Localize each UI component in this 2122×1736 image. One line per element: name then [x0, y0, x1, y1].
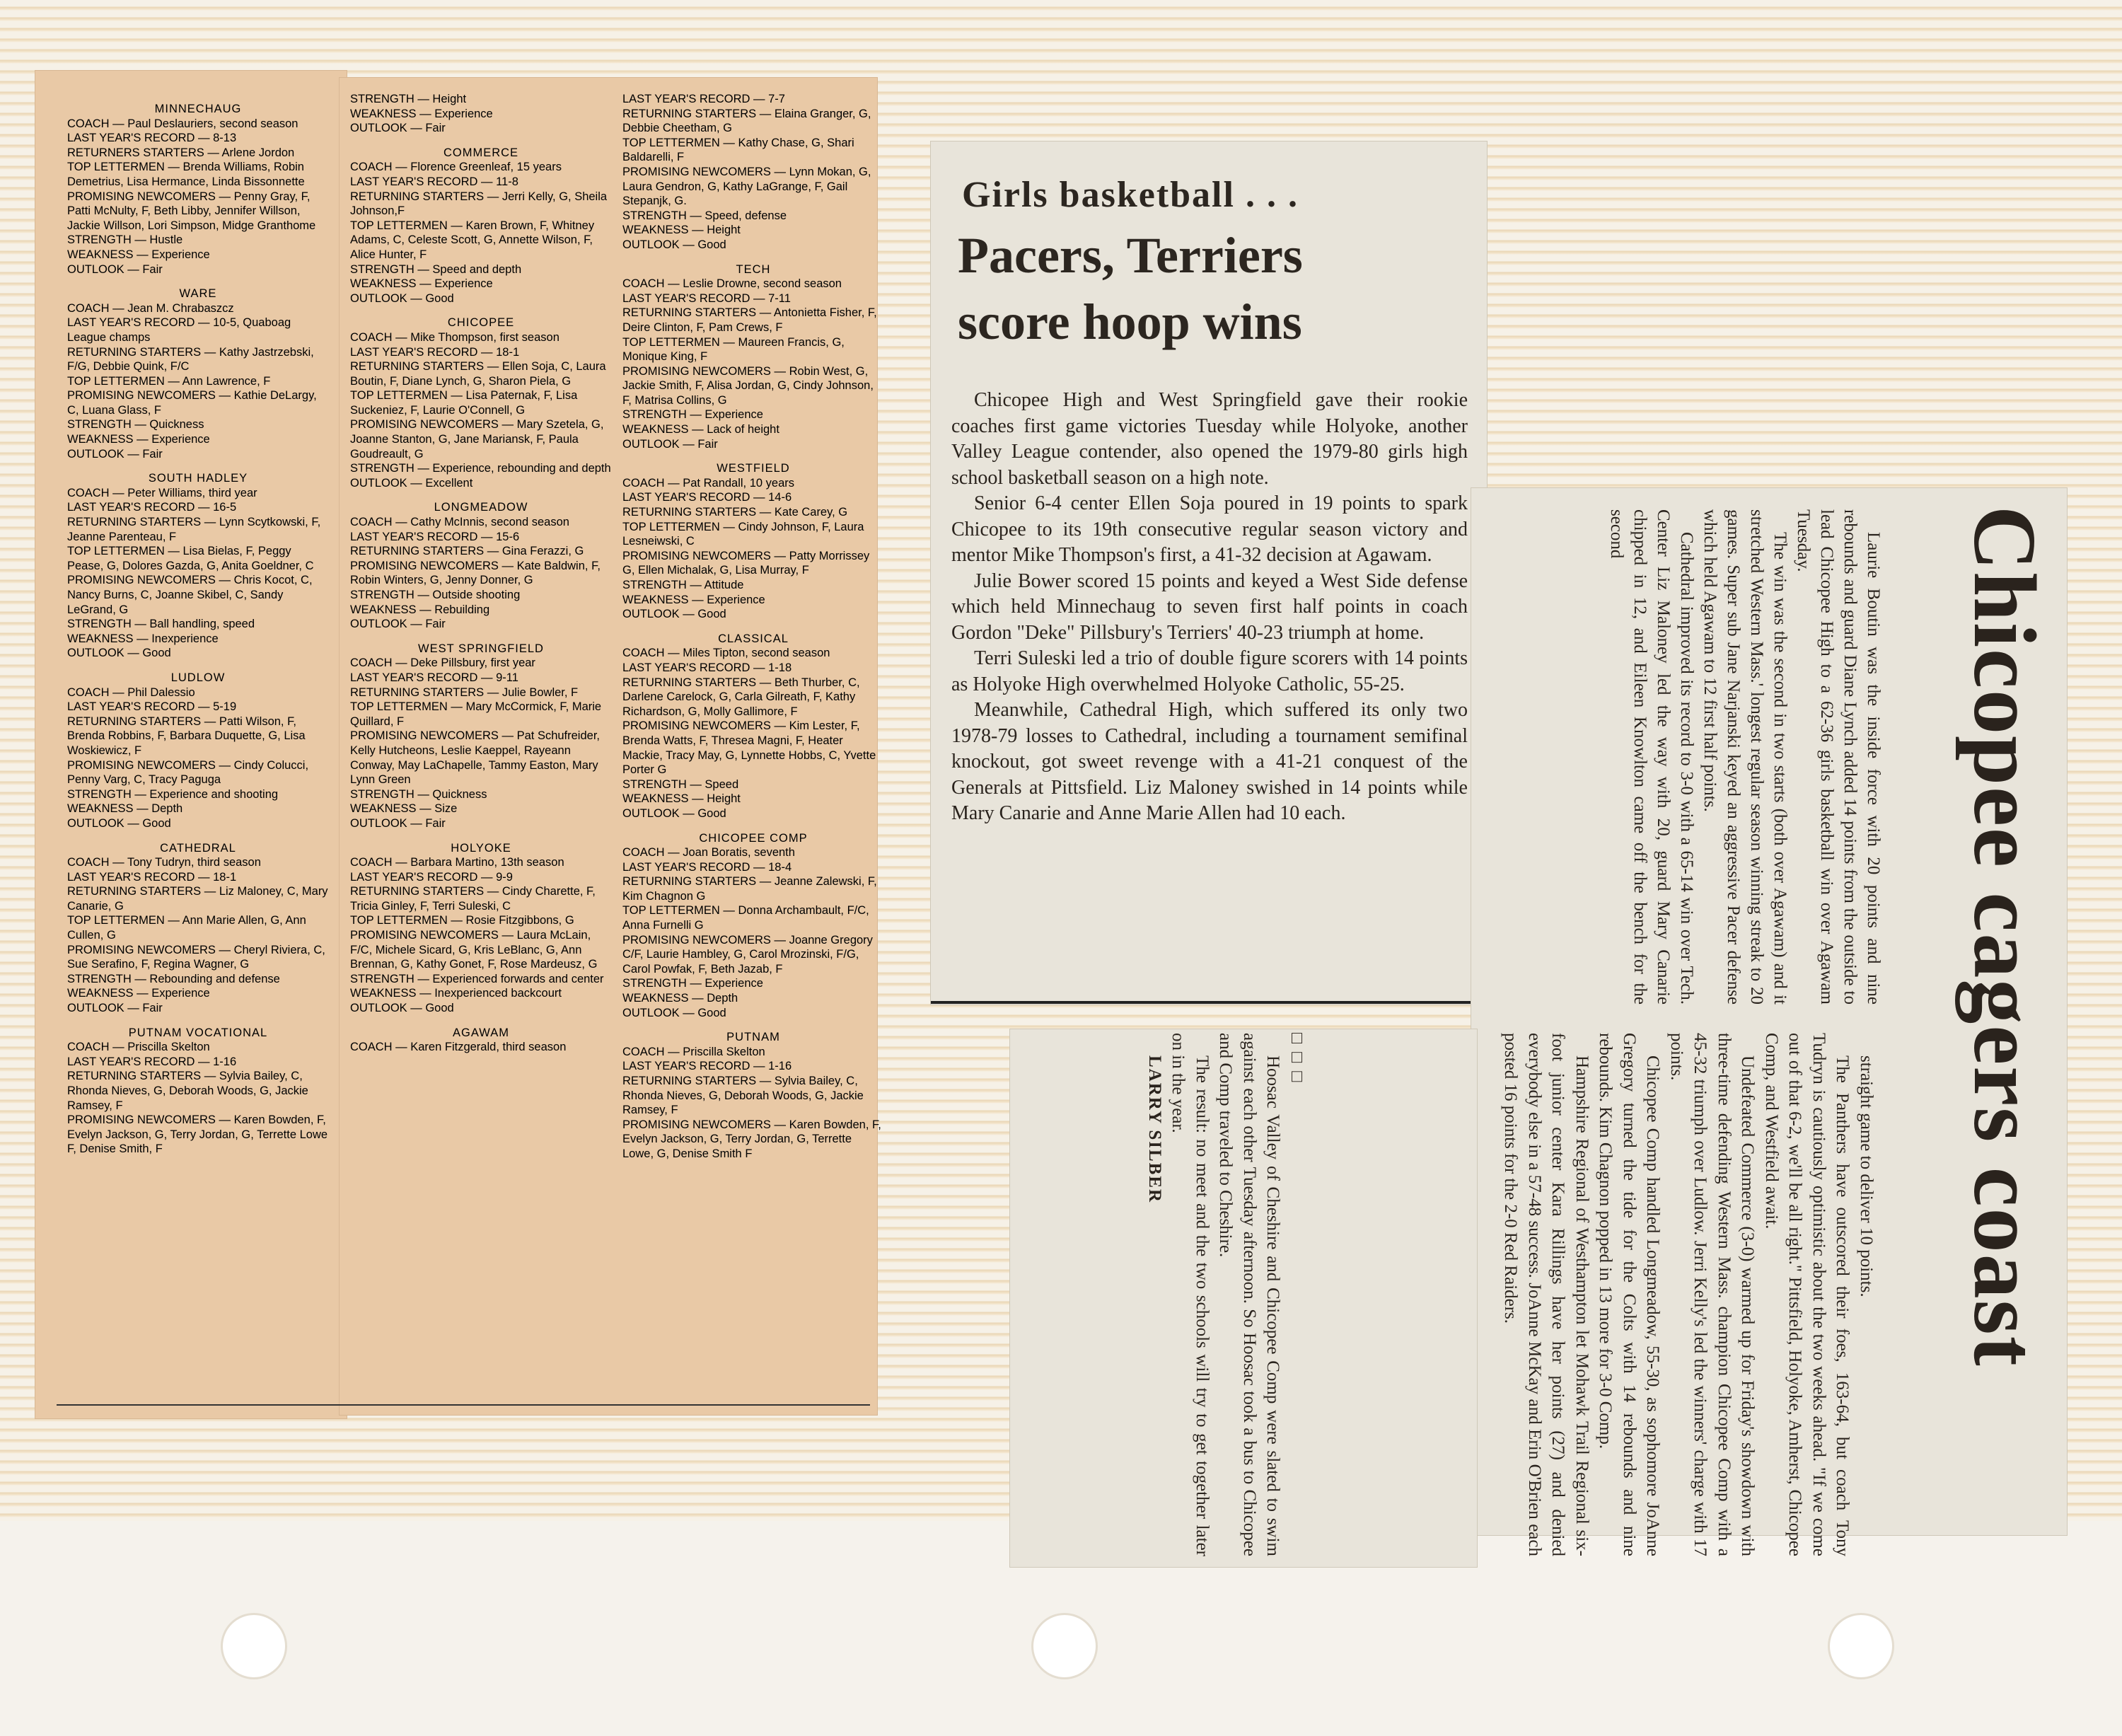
- preview-line: COACH — Jean M. Chrabaszcz: [67, 301, 234, 315]
- preview-line: PROMISING NEWCOMERS — Cindy Colucci, Penny Varg, C, Tracy Paguga: [67, 758, 309, 787]
- preview-line: STRENGTH — Experienced forwards and center: [350, 972, 604, 985]
- school-heading: CLASSICAL: [718, 632, 789, 645]
- preview-line: STRENGTH — Speed: [622, 777, 739, 791]
- preview-line: LAST YEAR'S RECORD — 1-16: [67, 1055, 237, 1068]
- preview-line: LAST YEAR'S RECORD — 14-6: [622, 491, 792, 504]
- article-paragraph: Terri Suleski led a trio of double figure scorers with 14 points as Holyoke High overwhelmed Holyoke Catholic, 55-25.: [951, 647, 1468, 695]
- preview-line: STRENGTH — Quickness: [350, 787, 487, 801]
- preview-line: WEAKNESS — Lack of height: [622, 423, 779, 436]
- preview-line: COACH — Priscilla Skelton: [67, 1041, 210, 1054]
- preview-line: WEAKNESS — Depth: [67, 802, 183, 816]
- clipping-bottom-rule: [57, 1404, 870, 1406]
- preview-line: OUTLOOK — Fair: [350, 122, 446, 135]
- byline: LARRY SILBER: [1145, 1055, 1164, 1204]
- preview-line: OUTLOOK — Good: [350, 291, 454, 305]
- preview-line: OUTLOOK — Good: [622, 238, 726, 251]
- section-separator: □□□: [1287, 1033, 1306, 1091]
- preview-line: STRENGTH — Experience: [622, 408, 763, 422]
- article-paragraph: Senior 6-4 center Ellen Soja poured in 19 points to spark Chicopee to its 19th consecutive regular season victory and mentor Mike Thompson's first, a 41-32 decision at Agawam.: [951, 492, 1468, 566]
- preview-line: PROMISING NEWCOMERS — Mary Szetela, G, Joanne Stanton, G, Jane Mariansk, F, Paula Goudreault, G: [350, 418, 604, 461]
- preview-line: LAST YEAR'S RECORD — 18-1: [67, 870, 237, 884]
- binder-hole-center: [1031, 1613, 1098, 1679]
- preview-line: WEAKNESS — Depth: [622, 992, 738, 1005]
- preview-line: COACH — Mike Thompson, first season: [350, 330, 560, 344]
- preview-line: RETURNING STARTERS — Sylvia Bailey, C, Rhonda Nieves, G, Deborah Woods, G, Jackie Ramsey, F: [67, 1070, 308, 1112]
- school-heading: WARE: [179, 287, 217, 301]
- preview-line: OUTLOOK — Fair: [622, 437, 718, 451]
- preview-line: LAST YEAR'S RECORD — 1-16: [622, 1060, 792, 1073]
- preview-line: STRENGTH — Experience and shooting: [67, 787, 279, 801]
- preview-line: PROMISING NEWCOMERS — Joanne Gregory C/F, Laurie Hambley, G, Carol Mrozinski, F/G, Carol Powfak, F, Beth Jazab, F: [622, 933, 873, 976]
- school-heading: SOUTH HADLEY: [148, 472, 248, 485]
- preview-line: PROMISING NEWCOMERS — Kathie DeLargy, C, Luana Glass, F: [67, 389, 317, 417]
- preview-line: RETURNING STARTERS — Kate Carey, G: [622, 506, 848, 519]
- school-heading: CHICOPEE COMP: [699, 831, 808, 845]
- preview-line: OUTLOOK — Fair: [350, 816, 446, 830]
- preview-line: WEAKNESS — Size: [350, 802, 458, 816]
- preview-line: STRENGTH — Experience, rebounding and depth: [350, 462, 611, 475]
- preview-line: STRENGTH — Attitude: [622, 579, 744, 591]
- preview-line: OUTLOOK — Good: [622, 1006, 726, 1019]
- preview-line: STRENGTH — Rebounding and defense: [67, 972, 280, 985]
- preview-line: PROMISING NEWCOMERS — Lynn Mokan, G, Laura Gendron, G, Kathy LaGrange, F, Gail Stepanjk, G.: [622, 165, 871, 208]
- preview-line: RETURNING STARTERS — Lynn Scytkowski, F, Jeanne Parenteau, F: [67, 516, 321, 543]
- preview-line: LAST YEAR'S RECORD — 9-11: [350, 671, 518, 684]
- preview-line: RETURNING STARTERS — Julie Bowler, F: [350, 685, 579, 699]
- article-paragraph: Undefeated Commerce (3-0) warmed up for Friday's showdown with three-time defending Western Mass. champion Chicopee Comp with a 45-32 triumph over Ludlow. Jerri Kelly's led the winners' charge with 17 points.: [1667, 1033, 1758, 1556]
- preview-line: STRENGTH — Height: [350, 93, 467, 105]
- preview-column-2: [350, 92, 612, 1055]
- preview-line: OUTLOOK — Fair: [67, 1002, 163, 1015]
- article-headline-line-2: score hoop wins: [958, 294, 1302, 350]
- preview-line: TOP LETTERMEN — Ann Lawrence, F: [67, 374, 271, 388]
- preview-line: COACH — Deke Pillsbury, first year: [350, 656, 535, 670]
- preview-line: COACH — Joan Boratis, seventh: [622, 846, 795, 860]
- right-article-column-a: [1605, 509, 1885, 1005]
- preview-line: COACH — Paul Deslauriers, second season: [67, 117, 298, 130]
- preview-line: STRENGTH — Hustle: [67, 233, 183, 247]
- preview-line: OUTLOOK — Good: [67, 647, 171, 660]
- preview-line: WEAKNESS — Experience: [350, 107, 493, 120]
- preview-line: RETURNING STARTERS — Elaina Granger, G, Debbie Cheetham, G: [622, 107, 871, 135]
- school-heading: TECH: [736, 262, 771, 276]
- article-paragraph: The win was the second in two starts (both over Agawam) and it stretched Western Mass.' longest regular season winning streak to 20 games. Super sub Jane Narjanski keyed an aggressive Pacer defense which held Agawam to 12 first half points.: [1700, 509, 1790, 1005]
- article-kicker: Girls basketball . . .: [962, 175, 1299, 215]
- preview-line: COACH — Karen Fitzgerald, third season: [350, 1041, 567, 1054]
- preview-line: RETURNING STARTERS — Jeanne Zalewski, F, Kim Chagnon G: [622, 875, 877, 903]
- school-heading: CHICOPEE: [447, 316, 515, 330]
- school-heading: HOLYOKE: [451, 841, 511, 855]
- right-article-column-b: [1499, 1033, 1878, 1556]
- preview-line: RETURNING STARTERS — Ellen Soja, C, Laura Boutin, F, Diane Lynch, G, Sharon Piela, G: [350, 360, 606, 388]
- preview-column-3: [622, 92, 884, 1162]
- preview-line: PROMISING NEWCOMERS — Chris Kocot, C, Nancy Burns, C, Joanne Skibel, C, Sandy LeGrand, G: [67, 574, 313, 616]
- preview-line: LAST YEAR'S RECORD — 8-13: [67, 132, 237, 145]
- preview-line: COACH — Leslie Drowne, second season: [622, 277, 842, 291]
- preview-line: OUTLOOK — Good: [67, 816, 171, 830]
- preview-line: RETURNING STARTERS — Cindy Charette, F, Tricia Ginley, F, Terri Suleski, C: [350, 885, 596, 913]
- article-paragraph: Cathedral improved its record to 3-0 with a 65-14 win over Tech. Center Liz Maloney led the way with 20, guard Mary Canarie chipped in 12, and Eileen Knowlton came off the bench for the second: [1607, 509, 1696, 1005]
- article-paragraph: Meanwhile, Cathedral High, which suffered its only two 1978-79 losses to Cathedral, including a tournament semifinal knockout, got sweet revenge with a 41-21 conquest of the Generals at Pittsfield. Liz Maloney swished in 14 points while Mary Canarie and Anne Marie Allen had 10 each.: [951, 699, 1468, 824]
- article-paragraph: straight game to deliver 10 points.: [1857, 1055, 1876, 1297]
- school-heading: PUTNAM: [726, 1031, 780, 1044]
- binder-hole-right: [1828, 1613, 1894, 1679]
- preview-line: OUTLOOK — Good: [622, 608, 726, 621]
- preview-line: COACH — Barbara Martino, 13th season: [350, 856, 564, 869]
- preview-line: OUTLOOK — Fair: [67, 447, 163, 461]
- binder-hole-left: [221, 1613, 287, 1679]
- school-heading: CATHEDRAL: [160, 841, 236, 855]
- preview-line: WEAKNESS — Rebuilding: [350, 603, 490, 616]
- preview-line: TOP LETTERMEN — Cindy Johnson, F, Laura Lesneiwski, C: [622, 520, 864, 548]
- article-paragraph: Chicopee High and West Springfield gave their rookie coaches first game victories Tuesday while Holyoke, another Valley League contender, also opened the 1979-80 girls high school basketball season on a high note.: [951, 389, 1468, 489]
- center-article-header: [934, 141, 1485, 353]
- article-paragraph: The Panthers have outscored their foes, 163-64, but coach Tony Tudryn is cautiously optimistic about the two weeks ahead. "If we come out of that 6-2, we'll be all right." Pittsfield, Holyoke, Amherst, Chicopee Comp, and Westfield await.: [1762, 1033, 1853, 1556]
- article-headline-line-1: Pacers, Terriers: [958, 227, 1303, 284]
- preview-line: RETURNING STARTERS — Gina Ferazzi, G: [350, 545, 584, 558]
- preview-line: PROMISING NEWCOMERS — Karen Bowden, F, Evelyn Jackson, G, Terry Jordan, G, Terrette Lowe F, Denise Smith, F: [67, 1113, 328, 1156]
- preview-line: OUTLOOK — Fair: [350, 618, 446, 631]
- article-paragraph: Hoosac Valley of Cheshire and Chicopee Comp were slated to swim against each other Tuesday afternoon. So Hoosac took a bus to Chicopee and Comp traveled to Cheshire.: [1216, 1033, 1283, 1556]
- preview-line: RETURNING STARTERS — Antonietta Fisher, F, Deire Clinton, F, Pam Crews, F: [622, 306, 877, 334]
- center-article-bottom-rule: [931, 1001, 1487, 1004]
- preview-line: OUTLOOK — Fair: [67, 262, 163, 276]
- article-paragraph: Julie Bower scored 15 points and keyed a West Side defense which held Minnechaug to seven first half points in coach Gordon "Deke" Pillsbury's Terriers' 40-23 triumph at home.: [951, 569, 1468, 644]
- preview-line: LAST YEAR'S RECORD — 7-7: [622, 93, 785, 105]
- preview-line: RETURNING STARTERS — Patti Wilson, F, Brenda Robbins, F, Barbara Duquette, G, Lisa Woskiewicz, F: [67, 714, 306, 757]
- school-heading: AGAWAM: [453, 1026, 509, 1039]
- preview-line: PROMISING NEWCOMERS — Kate Baldwin, F, Robin Winters, G, Jenny Donner, G: [350, 559, 601, 587]
- preview-line: LAST YEAR'S RECORD — 9-9: [350, 870, 513, 884]
- preview-line: COACH — Pat Randall, 10 years: [622, 476, 795, 490]
- preview-line: PROMISING NEWCOMERS — Penny Gray, F, Patti McNulty, F, Beth Libby, Jennifer Willson, Jackie Willson, Lori Simpson, Midge Granthome: [67, 190, 316, 232]
- preview-line: WEAKNESS — Experience: [622, 593, 765, 606]
- preview-line: WEAKNESS — Inexperience: [67, 632, 219, 645]
- school-heading: LONGMEADOW: [434, 501, 528, 514]
- preview-line: WEAKNESS — Experience: [67, 248, 210, 261]
- preview-line: PROMISING NEWCOMERS — Kim Lester, F, Brenda Watts, F, Thresea Magni, F, Heater Mackie, Tracy May, G, Lynnette Hobbs, C, Yvette Porter G: [622, 719, 876, 777]
- school-heading: WEST SPRINGFIELD: [418, 642, 544, 655]
- school-heading: LUDLOW: [170, 671, 226, 684]
- preview-line: STRENGTH — Speed, defense: [622, 209, 787, 222]
- preview-line: LAST YEAR'S RECORD — 16-5: [67, 501, 237, 514]
- article-paragraph: Hampshire Regional of Westhampton let Mohawk Trail Regional six-foot junior center Kara Rillings have her points (27) and denied everybody else in a 57-48 success. JoAnne McKay and Erin O'Brien each posted 16 points for the 2-0 Red Raiders.: [1501, 1033, 1592, 1556]
- preview-line: TOP LETTERMEN — Donna Archambault, F/C, Anna Furnelli G: [622, 904, 869, 932]
- article-paragraph: The result: no meet and the two schools will try to get together later on in the year.: [1169, 1033, 1212, 1556]
- preview-line: RETURNING STARTERS — Beth Thurber, C, Darlene Carelock, G, Carla Gilreath, F, Kathy Richardson, G, Molly Gallimore, F: [622, 676, 860, 718]
- preview-line: LAST YEAR'S RECORD — 18-1: [350, 345, 520, 359]
- preview-line: LAST YEAR'S RECORD — 18-4: [622, 860, 792, 874]
- preview-line: RETURNING STARTERS — Kathy Jastrzebski, F/G, Debbie Quink, F/C: [67, 345, 314, 374]
- preview-line: COACH — Florence Greenleaf, 15 years: [350, 161, 562, 174]
- preview-line: TOP LETTERMEN — Kathy Chase, G, Shari Baldarelli, F: [622, 136, 854, 164]
- preview-line: COACH — Tony Tudryn, third season: [67, 856, 261, 869]
- preview-line: STRENGTH — Quickness: [67, 418, 204, 432]
- school-heading: COMMERCE: [443, 146, 519, 159]
- preview-line: LAST YEAR'S RECORD — 10-5, Quaboag League champs: [67, 316, 291, 344]
- school-heading: PUTNAM VOCATIONAL: [128, 1026, 268, 1039]
- preview-line: OUTLOOK — Good: [622, 806, 726, 820]
- preview-line: TOP LETTERMEN — Brenda Williams, Robin Demetrius, Lisa Hermance, Linda Bissonnette: [67, 161, 305, 188]
- preview-line: OUTLOOK — Excellent: [350, 476, 473, 490]
- preview-line: COACH — Peter Williams, third year: [67, 486, 257, 499]
- preview-line: STRENGTH — Speed and depth: [350, 262, 522, 276]
- preview-line: STRENGTH — Experience: [622, 977, 763, 990]
- preview-line: LAST YEAR'S RECORD — 7-11: [622, 291, 791, 305]
- preview-line: COACH — Cathy McInnis, second season: [350, 516, 569, 529]
- preview-line: COACH — Phil Dalessio: [67, 685, 195, 699]
- preview-line: TOP LETTERMEN — Maureen Francis, G, Monique King, F: [622, 335, 845, 364]
- preview-line: OUTLOOK — Good: [350, 1002, 454, 1015]
- preview-line: STRENGTH — Outside shooting: [350, 589, 521, 601]
- right-article-headline: Chicopee cagers coast: [1955, 506, 2053, 1367]
- preview-line: PROMISING NEWCOMERS — Patty Morrissey G, Ellen Michalak, G, Lisa Murray, F: [622, 549, 870, 577]
- preview-line: WEAKNESS — Inexperienced backcourt: [350, 987, 562, 1000]
- preview-line: TOP LETTERMEN — Ann Marie Allen, G, Ann Cullen, G: [67, 914, 306, 942]
- school-heading: MINNECHAUG: [154, 103, 242, 115]
- preview-line: WEAKNESS — Experience: [67, 433, 210, 446]
- preview-line: WEAKNESS — Height: [622, 224, 741, 237]
- article-paragraph: Chicopee Comp handled Longmeadow, 55-30, as sophomore JoAnne Gregory turned the tide for the Colts with 14 rebounds and nine rebounds. Kim Chagnon popped in 13 more for 3-0 Comp.: [1596, 1033, 1663, 1556]
- preview-line: LAST YEAR'S RECORD — 15-6: [350, 530, 520, 543]
- preview-line: RETURNERS STARTERS — Arlene Jordon: [67, 146, 295, 159]
- article-paragraph: Laurie Boutin was the inside force with 20 points and nine rebounds and guard Diane Lynch added 14 points from the outside to lead Chicopee High to a 62-36 girls basketball win over Agawam Tuesday.: [1794, 509, 1883, 1005]
- preview-line: PROMISING NEWCOMERS — Laura McLain, F/C, Michele Sicard, G, Kris LeBlanc, G, Ann Brennan, G, Kathy Gonet, F, Rose Mardeusz, G: [350, 929, 598, 971]
- preview-line: RETURNING STARTERS — Sylvia Bailey, C, Rhonda Nieves, G, Deborah Woods, G, Jackie Ramsey, F: [622, 1075, 864, 1117]
- preview-line: LAST YEAR'S RECORD — 5-19: [67, 700, 237, 714]
- preview-line: WEAKNESS — Experience: [350, 277, 493, 291]
- preview-line: PROMISING NEWCOMERS — Cheryl Riviera, C, Sue Serafino, F, Regina Wagner, G: [67, 943, 325, 971]
- preview-line: PROMISING NEWCOMERS — Pat Schufreider, Kelly Hutcheons, Leslie Kaeppel, Rayeann Conway, May LaChapelle, Tammy Easton, Mary Lynn Green: [350, 729, 600, 787]
- preview-line: TOP LETTERMEN — Rosie Fitzgibbons, G: [350, 914, 574, 927]
- preview-line: TOP LETTERMEN — Mary McCormick, F, Marie Quillard, F: [350, 700, 602, 728]
- preview-line: PROMISING NEWCOMERS — Karen Bowden, F, Evelyn Jackson, G, Terry Jordan, G, Terrette Lowe, G, Denise Smith F: [622, 1118, 881, 1160]
- school-heading: WESTFIELD: [717, 462, 790, 475]
- right-article-column-c: [1143, 1033, 1309, 1556]
- preview-line: STRENGTH — Ball handling, speed: [67, 618, 255, 631]
- preview-line: TOP LETTERMEN — Lisa Paternak, F, Lisa Suckeniez, F, Laurie O'Connell, G: [350, 389, 578, 417]
- preview-line: COACH — Miles Tipton, second season: [622, 647, 830, 660]
- preview-line: WEAKNESS — Experience: [67, 987, 210, 1000]
- center-article-body: [951, 388, 1468, 827]
- preview-line: LAST YEAR'S RECORD — 1-18: [622, 661, 792, 674]
- preview-line: WEAKNESS — Height: [622, 792, 741, 806]
- preview-line: PROMISING NEWCOMERS — Robin West, G, Jackie Smith, F, Alisa Jordan, G, Cindy Johnson, F, Matrisa Collins, G: [622, 364, 874, 407]
- preview-column-1: [67, 92, 329, 1157]
- preview-line: COACH — Priscilla Skelton: [622, 1045, 765, 1058]
- preview-line: RETURNING STARTERS — Liz Maloney, C, Mary Canarie, G: [67, 885, 328, 913]
- preview-line: LAST YEAR'S RECORD — 11-8: [350, 175, 518, 188]
- preview-line: TOP LETTERMEN — Lisa Bielas, F, Peggy Pease, G, Dolores Gazda, G, Anita Goeldner, C: [67, 545, 314, 572]
- preview-line: TOP LETTERMEN — Karen Brown, F, Whitney Adams, C, Celeste Scott, G, Annette Wilson, F, Alice Hunter, F: [350, 219, 595, 261]
- preview-line: RETURNING STARTERS — Jerri Kelly, G, Sheila Johnson,F: [350, 190, 608, 218]
